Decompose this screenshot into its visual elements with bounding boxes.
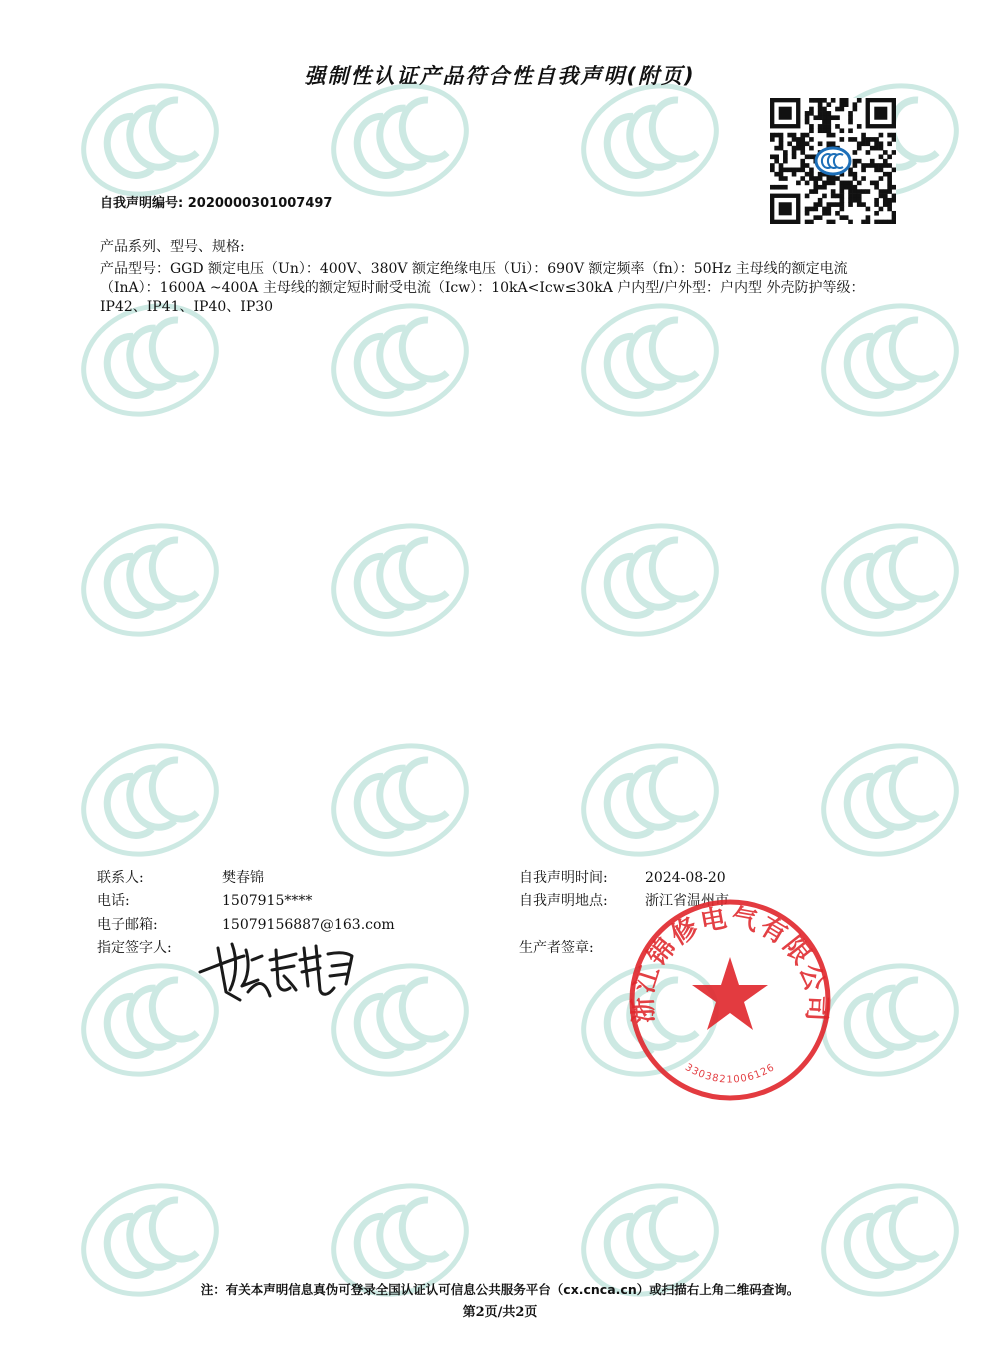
declaration-place-label: 自我声明地点: xyxy=(519,893,608,909)
ccc-watermark-mark xyxy=(808,508,971,652)
handwritten-signature xyxy=(196,930,356,1010)
spec-heading: 产品系列、型号、规格: xyxy=(100,239,245,255)
email-value: 15079156887@163.com xyxy=(222,917,395,933)
contact-person-label: 联系人: xyxy=(97,870,144,886)
spec-line: （InA）：1600A ~400A 主母线的额定短时耐受电流（Icw）：10kA<Icw≤30kA 户内型/户外型：户内型 外壳防护等级： xyxy=(100,280,865,296)
company-seal-stamp xyxy=(625,895,835,1105)
ccc-watermark-mark xyxy=(568,728,731,872)
ccc-watermark-mark xyxy=(318,728,481,872)
document-title: 强制性认证产品符合性自我声明(附页) xyxy=(304,64,696,88)
phone-label: 电话: xyxy=(97,893,130,909)
seal-company-text: 浙江锦修电气有限公司 xyxy=(628,903,832,1024)
ccc-watermark-mark xyxy=(318,508,481,652)
declaration-number-label: 自我声明编号: xyxy=(100,196,184,211)
spec-body xyxy=(100,260,930,317)
ccc-watermark-mark xyxy=(68,728,231,872)
signer-label: 指定签字人: xyxy=(97,940,172,956)
declaration-number-value: 2020000301007497 xyxy=(187,196,333,211)
contact-person-row xyxy=(97,868,264,888)
page-number: 第2页/共2页 xyxy=(462,1305,538,1320)
svg-text:3303821006126 xyxy=(683,1062,777,1086)
declaration-time-row xyxy=(519,868,726,888)
ccc-watermark-mark xyxy=(568,508,731,652)
signer-row xyxy=(97,938,172,958)
contact-person-value: 樊春锦 xyxy=(222,870,264,886)
spec-line: 产品型号：GGD 额定电压（Un）：400V、380V 额定绝缘电压（Ui）：690V 额定频率（fn）：50Hz 主母线的额定电流 xyxy=(100,261,848,277)
verification-footnote: 注：有关本声明信息真伪可登录全国认证认可信息公共服务平台（cx.cnca.cn）或扫描右上角二维码查询。 xyxy=(200,1282,800,1297)
producer-seal-label: 生产者签章: xyxy=(519,940,594,956)
seal-code-text: 3303821006126 xyxy=(682,1062,778,1086)
ccc-watermark-mark xyxy=(808,728,971,872)
ccc-watermark-mark xyxy=(68,508,231,652)
declaration-time-value: 2024-08-20 xyxy=(645,870,726,886)
declaration-number xyxy=(100,192,332,211)
spec-line: IP42、IP41、IP40、IP30 xyxy=(100,299,274,315)
declaration-time-label: 自我声明时间: xyxy=(519,870,608,886)
declaration-place-value: 浙江省温州市 xyxy=(645,893,729,909)
seal-star-icon xyxy=(692,957,768,1030)
producer-seal-row xyxy=(519,938,594,958)
verification-qr-code[interactable] xyxy=(770,98,896,224)
email-label: 电子邮箱: xyxy=(97,917,158,933)
phone-value: 1507915**** xyxy=(222,893,313,909)
phone-row xyxy=(97,891,312,911)
